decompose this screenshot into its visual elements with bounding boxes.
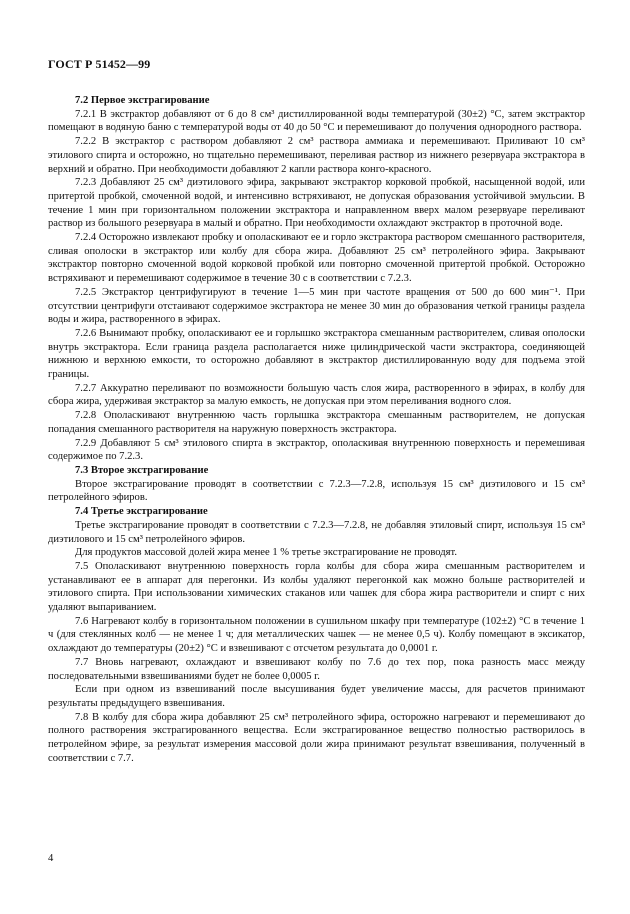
paragraph: 7.2.9 Добавляют 5 см³ этилового спирта в экстрактор, ополаскивая внутреннюю поверхность и перемешивая содержимое по 7.2.3. (48, 437, 585, 463)
paragraph: 7.2.4 Осторожно извлекают пробку и ополаскивают ее и горло экстрактора раствором смешанного растворителя, сливая ополоски в экстрактор или колбу для сбора жира. Добавляют 25 см³ петролейного эфира. Закрывают экстрактор повторно смоченной водой корковой пробкой или повторно смоченной притертой пробкой. Осторожно встряхивают и перемешивают содержимое в течение 30 с в соответствии с 7.2.3. (48, 232, 585, 285)
paragraph: 7.6 Нагревают колбу в горизонтальном положении в сушильном шкафу при температуре (102±2) °С в течение 1 ч (для стеклянных колб — не менее 1 ч; для металлических чашек — не менее 0,5 ч). Колбу помещают в эксикатор, охлаждают до температуры (20±2) °С и взвешивают с отсчетом результата до 0,0001 г. (48, 615, 585, 655)
paragraph: 7.2.8 Ополаскивают внутреннюю часть горлышка экстрактора смешанным растворителем, не допуская попадания смешанного растворителя на наружную поверхность экстрактора. (48, 410, 585, 435)
section-heading: 7.3 Второе экстрагирование (75, 464, 209, 476)
paragraph: 7.8 В колбу для сбора жира добавляют 25 см³ петролейного эфира, осторожно нагревают и перемешивают до полного растворения экстрагированного вещества. Если экстрагированное вещество полностью растворилось в петролейном эфире, за результат измерения массовой доли жира принимают результат взвешивания, полученный в соответствии с 7.7. (48, 711, 585, 764)
paragraph: Для продуктов массовой долей жира менее 1 % третье экстрагирование не проводят. (75, 547, 458, 559)
paragraph: 7.2.7 Аккуратно переливают по возможности большую часть слоя жира, растворенного в эфирах, в колбу для сбора жира, удерживая экстрактор за малую емкость, не допуская при этом переливания водного слоя. (48, 382, 585, 408)
paragraph: 7.2.5 Экстрактор центрифугируют в течение 1—5 мин при частоте вращения от 500 до 600 мин⁻¹. При отсутствии центрифуги отстаивают содержимое экстрактора не менее 30 мин до образования четкой границы раздела воды и жира, растворенного в эфирах. (48, 286, 585, 326)
paragraph: Второе экстрагирование проводят в соответствии с 7.2.3—7.2.8, используя 15 см³ диэтилового и 15 см³ петролейного эфиров. (48, 478, 585, 504)
paragraph: 7.2.6 Вынимают пробку, ополаскивают ее и горлышко экстрактора смешанным растворителем, сливая ополоски внутрь экстрактора. Если граница раздела располагается ниже цилиндрической части экстрактора, соединяющей нижнюю и верхнюю емкости, то осторожно добавляют в экстрактор дистиллированную воду для подъема этой границы. (48, 327, 585, 381)
paragraph: 7.5 Ополаскивают внутреннюю поверхность горла колбы для сбора жира смешанным растворителем и устанавливают ее в аппарат для перегонки. Из колбы удаляют перегонкой как можно больше растворителей и этилового спирта. При использовании химических стаканов или чашек для сбора жира растворители и спирт с них удаляют выпариванием. (48, 560, 585, 614)
paragraph: Третье экстрагирование проводят в соответствии с 7.2.3—7.2.8, не добавляя этиловый спирт, используя 15 см³ диэтилового и 15 см³ петролейного эфиров. (48, 519, 585, 545)
section-heading: 7.4 Третье экстрагирование (75, 506, 208, 518)
page-number: 4 (48, 853, 54, 864)
section-heading: 7.2 Первое экстрагирование (75, 95, 210, 106)
paragraph: 7.2.2 В экстрактор с раствором добавляют 2 см³ раствора аммиака и перемешивают. Приливают 10 см³ этилового спирта и осторожно, но тщательно перемешивают, переливая раствор из нижнего резервуара экстрактора в верхний и обратно. При необходимости добавляют 2 капли раствора конго-красного. (48, 136, 585, 175)
document-header: ГОСТ Р 51452—99 (48, 57, 151, 71)
paragraph: Если при одном из взвешиваний после высушивания будет увеличение массы, для расчетов принимают результаты предыдущего взвешивания. (48, 684, 585, 709)
paragraph: 7.7 Вновь нагревают, охлаждают и взвешивают колбу по 7.6 до тех пор, пока разность масс между последовательными взвешиваниями будет не более 0,0005 г. (48, 656, 585, 682)
paragraph: 7.2.1 В экстрактор добавляют от 6 до 8 см³ дистиллированной воды температурой (30±2) °С, затем экстрактор помещают в водяную баню с температурой воды от 40 до 50 °С и перемешивают до получения однородного раствора. (48, 108, 585, 134)
document-body (48, 94, 585, 765)
paragraph: 7.2.3 Добавляют 25 см³ диэтилового эфира, закрывают экстрактор корковой пробкой, насыщенной водой, или притертой пробкой, смоченной водой, и интенсивно встряхивают, не допуская образования устойчивой эмульсии. В течение 1 мин при горизонтальном положении экстрактора и направленном вверх малом резервуаре переливают раствор из большого резервуара в малый и обратно. При необходимости охлаждают экстрактор в проточной воде. (48, 177, 585, 230)
